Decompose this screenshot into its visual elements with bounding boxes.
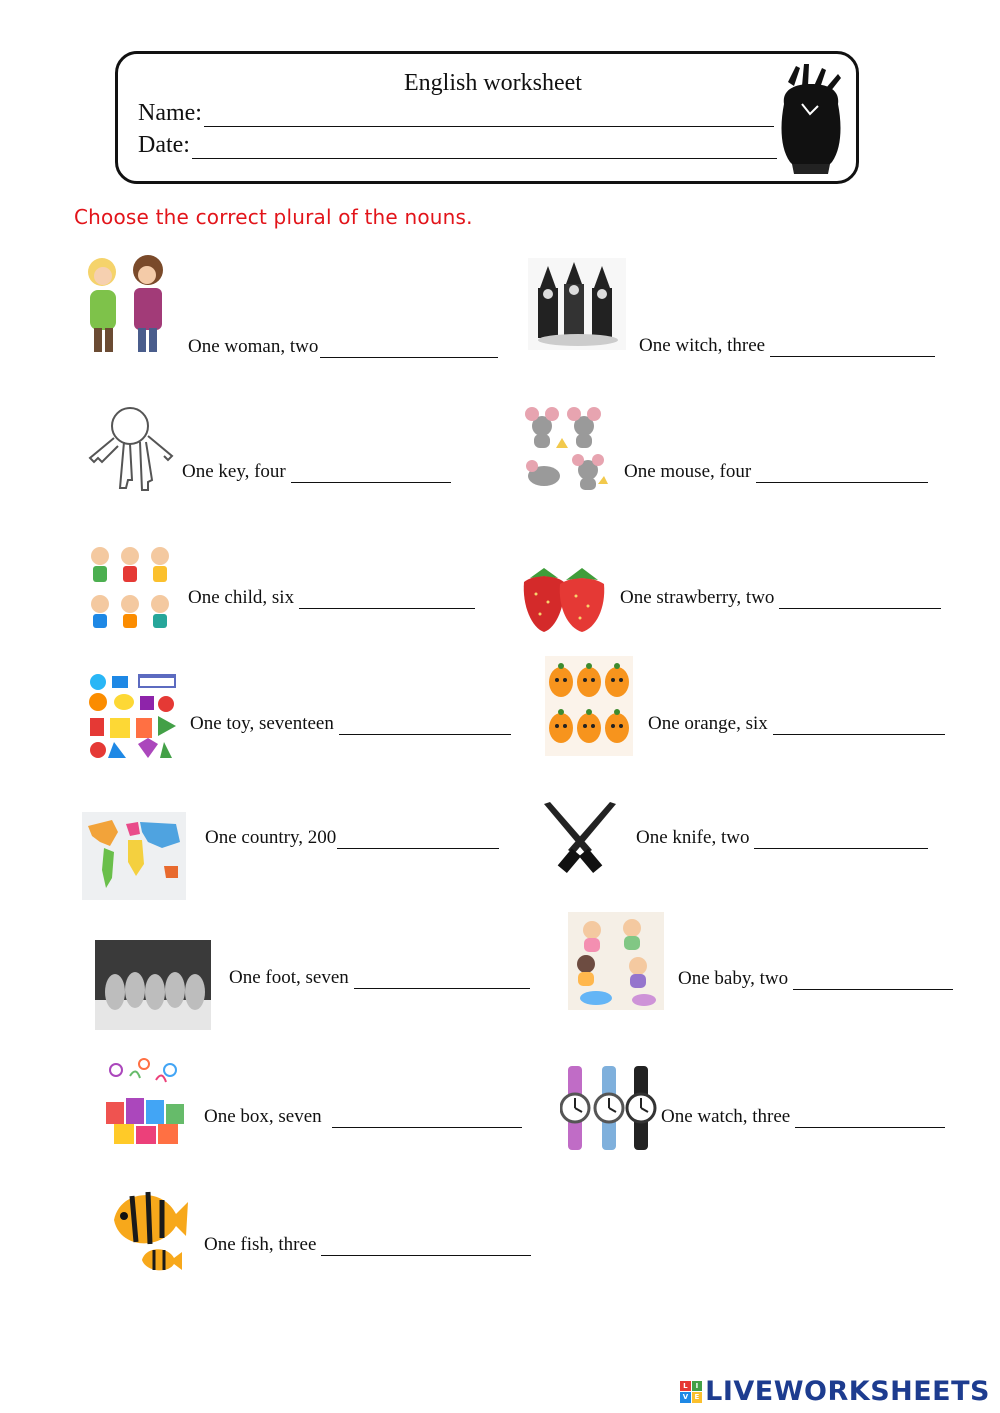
date-line	[138, 132, 777, 159]
strawberries-icon	[518, 562, 608, 634]
oranges-icon	[545, 656, 633, 756]
answer-blank[interactable]	[756, 466, 928, 483]
gift-boxes-icon	[100, 1056, 190, 1148]
keys-icon	[84, 404, 176, 496]
item-text: One watch, three	[661, 1106, 791, 1127]
name-field[interactable]	[204, 106, 774, 127]
watches-icon	[560, 1066, 660, 1150]
feet-icon	[95, 940, 211, 1030]
item-text: One child, six	[188, 587, 295, 608]
item-text: One woman, two	[188, 336, 319, 357]
item-text: One witch, three	[639, 335, 766, 356]
answer-blank[interactable]	[339, 718, 511, 735]
item-text: One mouse, four	[624, 461, 752, 482]
item-text: One orange, six	[648, 713, 768, 734]
answer-blank[interactable]	[779, 592, 941, 609]
date-label: Date:	[138, 132, 190, 158]
item-text: One fish, three	[204, 1234, 317, 1255]
answer-blank[interactable]	[754, 832, 928, 849]
header-box	[115, 51, 859, 184]
children-icon	[86, 542, 176, 630]
item-text: One knife, two	[636, 827, 750, 848]
instruction: Choose the correct plural of the nouns.	[74, 205, 473, 229]
answer-blank[interactable]	[299, 592, 475, 609]
liveworksheets-logo	[680, 1376, 990, 1407]
item-text: One foot, seven	[229, 967, 349, 988]
knives-icon	[540, 800, 620, 874]
answer-blank[interactable]	[773, 718, 945, 735]
answer-blank[interactable]	[354, 972, 530, 989]
pencil-pot-icon	[780, 64, 842, 176]
item-text: One box, seven	[204, 1106, 322, 1127]
item-text: One key, four	[182, 461, 286, 482]
item-text: One country, 200	[205, 827, 337, 848]
babies-icon	[568, 912, 664, 1010]
item-text: One strawberry, two	[620, 587, 775, 608]
answer-blank[interactable]	[291, 466, 451, 483]
witches-icon	[528, 258, 626, 350]
mice-icon	[522, 404, 612, 496]
answer-blank[interactable]	[332, 1111, 522, 1128]
brand-text: LIVEWORKSHEETS	[705, 1376, 990, 1407]
answer-blank[interactable]	[337, 832, 499, 849]
world-map-icon	[82, 812, 186, 900]
logo-squares-icon: L I V E	[680, 1381, 702, 1403]
name-label: Name:	[138, 100, 202, 126]
toys-icon	[86, 672, 178, 760]
worksheet-title: English worksheet	[404, 70, 582, 96]
women-icon	[76, 248, 176, 354]
answer-blank[interactable]	[770, 340, 935, 357]
name-line	[138, 100, 774, 127]
item-text: One baby, two	[678, 968, 789, 989]
answer-blank[interactable]	[320, 341, 498, 358]
answer-blank[interactable]	[795, 1111, 945, 1128]
answer-blank[interactable]	[793, 973, 953, 990]
item-text: One toy, seventeen	[190, 713, 334, 734]
answer-blank[interactable]	[321, 1239, 531, 1256]
fish-icon	[102, 1180, 190, 1276]
date-field[interactable]	[192, 138, 777, 159]
